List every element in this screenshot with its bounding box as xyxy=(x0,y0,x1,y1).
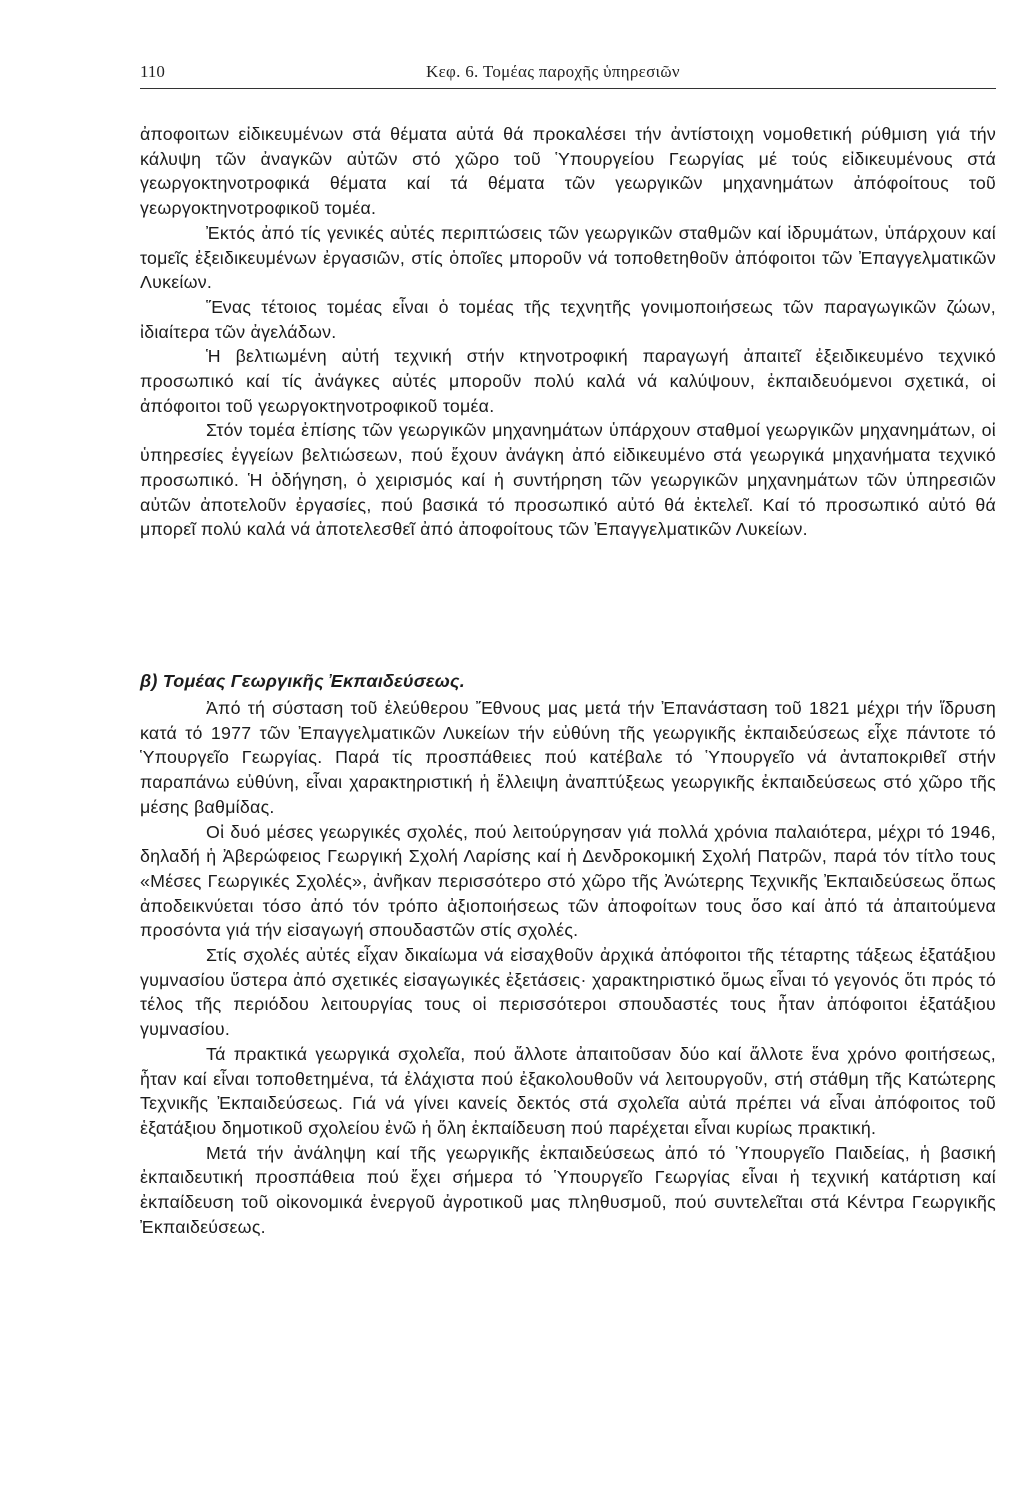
paragraph: Ἀπό τή σύσταση τοῦ ἐλεύθερου Ἔθνους μας μετά τήν Ἐπανάσταση τοῦ 1821 μέχρι τήν ἵδρυση κατά τό 1977 τῶν Ἐπαγγελματικῶν Λυκείων τήν εὐθύνη τῆς γεωργικῆς ἐκπαιδεύσεως εἶχε πάντοτε τό Ὑπουργεῖο Γεωργίας. Παρά τίς προσπάθειες πού κατέβαλε τό Ὑπουργεῖο νά ἀνταποκριθεῖ στήν παραπάνω εὐθύνη, εἶναι χαρακτηριστική ἡ ἔλλειψη ἀναπτύξεως γεωργικῆς ἐκπαιδεύσεως στό χῶρο τῆς μέσης βαθμίδας. xyxy=(140,698,996,817)
paragraph: Ἡ βελτιωμένη αὐτή τεχνική στήν κτηνοτροφική παραγωγή ἀπαιτεῖ ἐξειδικευμένο τεχνικό προσωπικό καί τίς ἀνάγκες αὐτές μποροῦν πολύ καλά νά καλύψουν, ἐκπαιδευόμενοι σχετικά, οἱ ἀπόφοιτοι τοῦ γεωργοκτηνοτροφικοῦ τομέα. xyxy=(140,346,996,416)
section-heading: β) Τομέας Γεωργικῆς Ἐκπαιδεύσεως. xyxy=(140,671,465,691)
paragraph-continued: ἀποφοιτων εἰδικευμένων στά θέματα αὐτά θά προκαλέσει τήν ἀντίστοιχη νομοθετική ρύθμιση γιά τήν κάλυψη τῶν ἀναγκῶν αὐτῶν στό χῶρο τοῦ Ὑπουργείου Γεωργίας μέ τούς εἰδικευμένους στά γεωργοκτηνοτροφικά θέματα καί τά θέματα τῶν γεωργικῶν μηχανημάτων ἀπόφοίτους τοῦ γεωργοκτηνοτροφικοῦ τομέα. xyxy=(140,124,996,219)
page-number: 110 xyxy=(140,62,165,81)
paragraph: Οἱ δυό μέσες γεωργικές σχολές, πού λειτούργησαν γιά πολλά χρόνια παλαιότερα, μέχρι τό 1946, δηλαδή ἡ Ἀβερώφειος Γεωργική Σχολή Λαρίσης καί ἡ Δενδροκομική Σχολή Πατρῶν, παρά τόν τίτλο τους «Μέσες Γεωργικές Σχολές», ἀνῆκαν περισσότερο στό χῶρο τῆς Ἀνώτερης Τεχνικῆς Ἐκπαιδεύσεως ὅπως ἀποδεικνύεται τόσο ἀπό τόν τρόπο ἀξιοποιήσεως τῶν ἀποφοίτων τους ὅσο καί ἀπό τά ἀπαιτούμενα προσόντα γιά τήν εἰσαγωγή σπουδαστῶν στίς σχολές. xyxy=(140,821,996,941)
section-agricultural-education xyxy=(140,668,996,1239)
chapter-title: Κεφ. 6. Τομέας παροχῆς ὑπηρεσιῶν xyxy=(426,62,680,81)
paragraph: Μετά τήν ἀνάληψη καί τῆς γεωργικῆς ἐκπαιδεύσεως ἀπό τό Ὑπουργεῖο Παιδείας, ἡ βασική ἐκπαιδευτική προσπάθεια πού ἔχει σήμερα τό Ὑπουργεῖο Γεωργίας εἶναι ἡ τεχνική κατάρτιση καί ἐκπαίδευση τοῦ οἰκονομικά ἐνεργοῦ ἀγροτικοῦ μας πληθυσμοῦ, πού συντελεῖται στά Κέντρα Γεωργικῆς Ἐκπαιδεύσεως. xyxy=(140,1142,996,1237)
header-rule xyxy=(140,88,996,89)
paragraph: Στόν τομέα ἐπίσης τῶν γεωργικῶν μηχανημάτων ὑπάρχουν σταθμοί γεωργικῶν μηχανημάτων, οἱ ὑπηρεσίες ἐγγείων βελτιώσεων, πού ἔχουν ἀνάγκη ἀπό εἰδικευμένο στά γεωργικά μηχανήματα τεχνικό προσωπικό. Ἡ ὁδήγηση, ὁ χειρισμός καί ἡ συντήρηση τῶν γεωργικῶν μηχανημάτων τῶν ὑπηρεσιῶν αὐτῶν ἀποτελοῦν ἐργασίες, πού βασικά τό προσωπικό αὐτό θά ἐκτελεῖ. Καί τό προσωπικό αὐτό θά μπορεῖ πολύ καλά νά ἀποτελεσθεῖ ἀπό ἀποφοίτους τῶν Ἐπαγγελματικῶν Λυκείων. xyxy=(140,420,996,540)
paragraph: Ἐκτός ἀπό τίς γενικές αὐτές περιπτώσεις τῶν γεωργικῶν σταθμῶν καί ἱδρυμάτων, ὑπάρχουν καί τομεῖς ἐξειδικευμένων ἐργασιῶν, στίς ὁποῖες μποροῦν νά τοποθετηθοῦν ἀπόφοιτοι τῶν Ἐπαγγελματικῶν Λυκείων. xyxy=(140,222,996,293)
paragraph: Στίς σχολές αὐτές εἶχαν δικαίωμα νά εἰσαχθοῦν ἀρχικά ἀπόφοιτοι τῆς τέταρτης τάξεως ἑξατάξιου γυμνασίου ὕστερα ἀπό σχετικές εἰσαγωγικές ἐξετάσεις· χαρακτηριστικό ὅμως εἶναι τό γεγονός ὅτι πρός τό τέλος τῆς περιόδου λειτουργίας τους οἱ περισσότεροι σπουδαστές τους ἦταν ἀπόφοιτοι ἑξατάξιου γυμνασίου. xyxy=(140,945,996,1040)
text-block-part1 xyxy=(140,122,996,542)
running-head xyxy=(140,62,996,88)
paragraph: Τά πρακτικά γεωργικά σχολεῖα, πού ἄλλοτε ἀπαιτοῦσαν δύο καί ἄλλοτε ἕνα χρόνο φοιτήσεως, ἦταν καί εἶναι τοποθετημένα, τά ἐλάχιστα πού ἐξακολουθοῦν νά λειτουργοῦν, στή στάθμη τῆς Κατώτερης Τεχνικῆς Ἐκπαιδεύσεως. Γιά νά γίνει κανείς δεκτός στά σχολεῖα αὐτά πρέπει νά εἶναι ἀπόφοιτος τοῦ ἑξατάξιου δημοτικοῦ σχολείου ἐνῶ ἡ ὅλη ἐκπαίδευση πού παρέχεται εἶναι κυρίως πρακτική. xyxy=(140,1043,996,1138)
paragraph: Ἕνας τέτοιος τομέας εἶναι ὁ τομέας τῆς τεχνητῆς γονιμοποιήσεως τῶν παραγωγικῶν ζώων, ἰδιαίτερα τῶν ἀγελάδων. xyxy=(140,296,996,342)
